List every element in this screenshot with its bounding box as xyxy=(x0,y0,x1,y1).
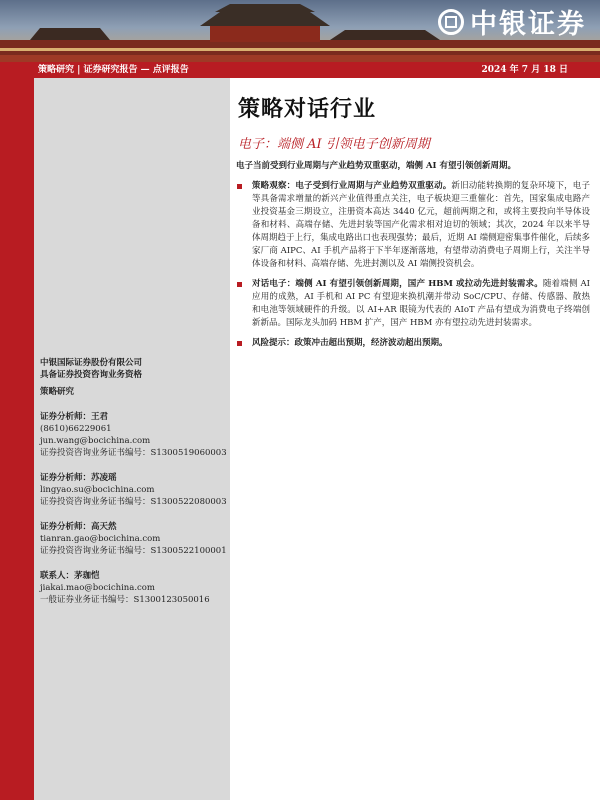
analyst-card xyxy=(40,411,228,459)
research-category: 策略研究 xyxy=(40,387,75,397)
firm-qualification: 具备证券投资咨询业务资格 xyxy=(40,370,143,380)
analyst-name: 证券分析师：王君 xyxy=(40,412,109,422)
analyst-card xyxy=(40,472,228,508)
analyst-email[interactable]: tianran.gao@bocichina.com xyxy=(40,534,161,544)
company-logo xyxy=(438,2,586,41)
key-point-heading: 策略观察：电子受到行业周期与产业趋势双重驱动。 xyxy=(252,181,452,191)
analyst-card xyxy=(40,521,228,557)
key-point xyxy=(236,180,590,271)
analyst-email[interactable]: jun.wang@bocichina.com xyxy=(40,436,151,446)
analyst-name: 证券分析师：高天然 xyxy=(40,522,117,532)
report-title: 策略对话行业 xyxy=(238,96,377,122)
key-point xyxy=(236,337,590,350)
analyst-license: 证券投资咨询业务证书编号：S1300522100001 xyxy=(40,546,227,556)
key-point xyxy=(236,278,590,330)
firm-name: 中银国际证券股份有限公司 xyxy=(40,358,143,368)
bank-of-china-coin-icon xyxy=(438,9,464,35)
risk-warning: 风险提示：政策冲击超出预期，经济波动超出预期。 xyxy=(252,338,448,348)
key-point-body: 随着端侧 AI 应用的成熟，AI 手机和 AI PC 有望迎来换机潮并带动 SoC/CPU、存储、传感器、散热和电池等领域硬件的升级。以 AI+AR 眼镜为代表的 AIoT 产品有望成为消费电子终端创新新品。国际龙头加码 HBM 扩产，国产 HBM 亦有望拉动先进封装需求。 xyxy=(252,279,590,328)
sidebar-contacts xyxy=(40,357,228,606)
breadcrumb: 策略研究 | 证券研究报告 — 点评报告 xyxy=(38,65,189,75)
contact-license: 一般证券业务证书编号：S1300123050016 xyxy=(40,595,210,605)
report-subtitle: 电子：端侧 AI 引领电子创新周期 xyxy=(238,137,430,152)
analyst-phone: (8610)66229061 xyxy=(40,424,112,434)
contact-email[interactable]: jiakai.mao@bocichina.com xyxy=(40,583,155,593)
contact-name: 联系人：茅珈恺 xyxy=(40,571,100,581)
analyst-license: 证券投资咨询业务证书编号：S1300522080003 xyxy=(40,497,227,507)
left-accent-stripe xyxy=(0,0,34,800)
bullet-square-icon xyxy=(237,341,242,346)
key-point-heading: 对话电子：端侧 AI 有望引领创新周期，国产 HBM 或拉动先进封装需求。 xyxy=(252,279,543,289)
report-info-bar xyxy=(34,62,600,78)
report-summary: 电子当前受到行业周期与产业趋势双重驱动，端侧 AI 有望引领创新周期。 xyxy=(236,161,516,171)
logo-text: 中银证券 xyxy=(470,9,586,40)
analyst-email[interactable]: lingyao.su@bocichina.com xyxy=(40,485,155,495)
bullet-square-icon xyxy=(237,184,242,189)
report-heading xyxy=(238,92,586,152)
key-points-list xyxy=(236,180,590,357)
analyst-name: 证券分析师：苏凌瑶 xyxy=(40,473,117,483)
report-date: 2024 年 7 月 18 日 xyxy=(481,65,568,75)
header-banner xyxy=(0,0,600,62)
key-point-body: 新旧动能转换期的复杂环境下，电子等具备需求增量的新兴产业值得重点关注，电子板块迎三重催化：首先，国家集成电路产业投资基金三期设立，注册资本高达 3440 亿元，超前两期之和，或将主要投向半导体设备和材料、高端存储、先进封装等国产化需求相对迫切的领域；其次，2024 年以来半导体周期趋于上行，集成电路出口也表现强势；最后，近期 AI 端侧迎密集事件催化，后续多家厂商 AIPC、AI 手机产品将于下半年逐渐落地，有望带动消费电子周期上行，关注半导体设备和材料、高端存储、先进封测以及 AI 端侧投资机会。 xyxy=(252,181,590,269)
contact-card xyxy=(40,570,228,606)
analyst-license: 证券投资咨询业务证书编号：S1300519060003 xyxy=(40,448,227,458)
bullet-square-icon xyxy=(237,282,242,287)
